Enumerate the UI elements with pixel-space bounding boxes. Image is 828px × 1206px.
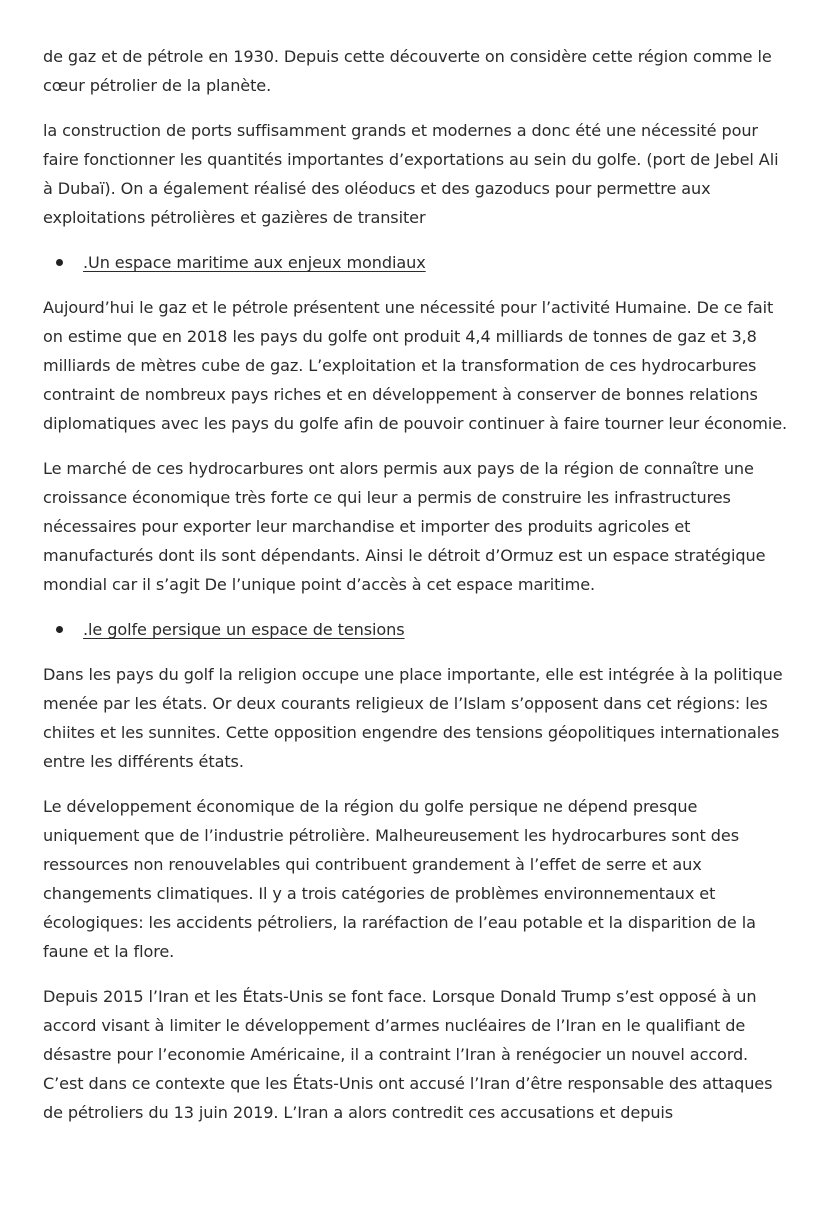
paragraph-market: Le marché de ces hydrocarbures ont alors permis aux pays de la région de connaître une croissance économique très forte ce qui leur a permis de construire les infrastructures nécessaires pour exporter leur marchandise et importer des produits agricoles et manufacturés dont ils sont dépendants. Ainsi le détroit d’Ormuz est un espace stratégique mondial car il s’agit De l’unique point d’accès à cet espace maritime. bbox=[43, 459, 766, 594]
section-heading-tensions bbox=[43, 615, 793, 644]
section-heading-text: .Un espace maritime aux enjeux mondiaux bbox=[83, 253, 426, 272]
section-heading-maritime bbox=[43, 248, 793, 277]
bullet-icon bbox=[56, 626, 63, 633]
paragraph-gas-petrol: Aujourd’hui le gaz et le pétrole présentent une nécessité pour l’activité Humaine. De ce fait on estime que en 2018 les pays du golfe ont produit 4,4 milliards de tonnes de gaz et 3,8 milliards de mètres cube de gaz. L’exploitation et la transformation de ces hydrocarbures contraint de nombreux pays riches et en développement à conserver de bonnes relations diplomatiques avec les pays du golfe afin de pouvoir continuer à faire tourner leur économie. bbox=[43, 298, 788, 433]
paragraph-ports: la construction de ports suffisamment grands et modernes a donc été une nécessité pour faire fonctionner les quantités importantes d’exportations au sein du golfe. (port de Jebel Ali à Dubaï). On a également réalisé des oléoducs et des gazoducs pour permettre aux exploitations pétrolières et gazières de transiter bbox=[43, 121, 779, 227]
paragraph-iran-usa: Depuis 2015 l’Iran et les États-Unis se font face. Lorsque Donald Trump s’est opposé à un accord visant à limiter le développement d’armes nucléaires de l’Iran en le qualifiant de désastre pour l’economie Américaine, il a contraint l’Iran à renégocier un nouvel accord. C’est dans ce contexte que les États-Unis ont accusé l’Iran d’être responsable des attaques de pétroliers du 13 juin 2019. L’Iran a alors contredit ces accusations et depuis bbox=[43, 987, 773, 1122]
paragraph-discovery: de gaz et de pétrole en 1930. Depuis cette découverte on considère cette région comme le cœur pétrolier de la planète. bbox=[43, 47, 772, 95]
section-heading-text: .le golfe persique un espace de tensions bbox=[83, 620, 405, 639]
bullet-icon bbox=[56, 259, 63, 266]
document-page bbox=[43, 42, 793, 1143]
paragraph-religion: Dans les pays du golf la religion occupe une place importante, elle est intégrée à la politique menée par les états. Or deux courants religieux de l’Islam s’opposent dans cet régions: les chiites et les sunnites. Cette opposition engendre des tensions géopolitiques internationales entre les différents états. bbox=[43, 665, 783, 771]
paragraph-environment: Le développement économique de la région du golfe persique ne dépend presque uniquement que de l’industrie pétrolière. Malheureusement les hydrocarbures sont des ressources non renouvelables qui contribuent grandement à l’effet de serre et aux changements climatiques. Il y a trois catégories de problèmes environnementaux et écologiques: les accidents pétroliers, la raréfaction de l’eau potable et la disparition de la faune et la flore. bbox=[43, 797, 756, 961]
